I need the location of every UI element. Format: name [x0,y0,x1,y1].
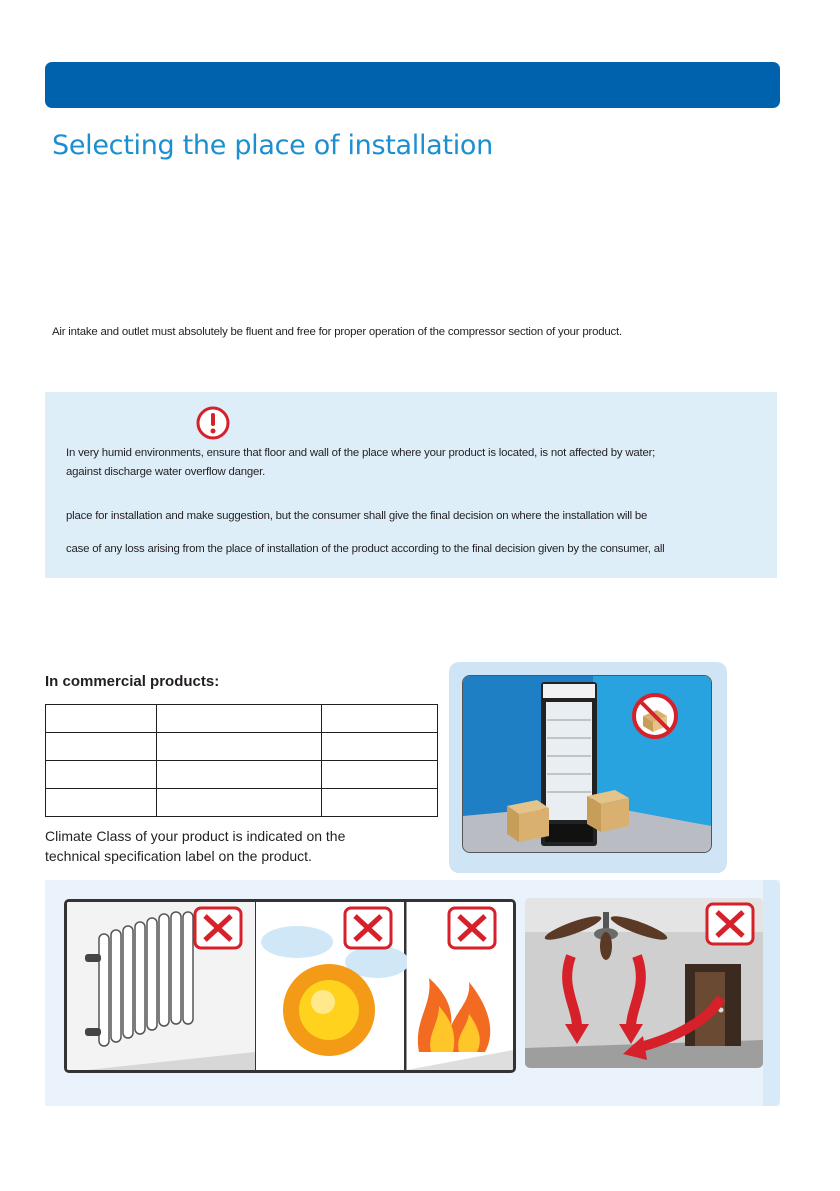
fridge-illustration [462,675,712,853]
table-cell [157,789,322,817]
table-cell [322,705,438,733]
table-row [46,733,438,761]
table-cell [157,705,322,733]
warning-line-1: In very humid environments, ensure that floor and wall of the place where your product is located, is not affected by water; [66,447,656,459]
x-mark-icon [449,908,495,948]
x-mark-icon [345,908,391,948]
table-row [46,761,438,789]
table-row [46,705,438,733]
table-row [46,789,438,817]
commercial-products-heading: In commercial products: [45,673,220,690]
hazard-strip [64,899,516,1073]
warning-line-2: against discharge water overflow danger. [66,466,266,478]
header-bar [45,62,780,108]
table-cell [157,761,322,789]
panel-edge [763,880,780,1106]
climate-class-note: Climate Class of your product is indicated on the technical specification label on the product. [45,828,346,864]
x-mark-icon [707,904,753,944]
table-cell [46,789,157,817]
table-cell [46,761,157,789]
no-boxes-icon [634,695,676,737]
table-cell [322,733,438,761]
table-cell [322,761,438,789]
table-cell [46,705,157,733]
table-cell [46,733,157,761]
climate-class-table [45,704,438,817]
table-cell [157,733,322,761]
ceiling-fan-illustration [525,898,763,1068]
x-mark-icon [195,908,241,948]
air-intake-paragraph: Air intake and outlet must absolutely be fluent and free for proper operation of the compressor section of your product. [52,326,622,338]
section-title: Selecting the place of installation [52,130,493,161]
warning-line-4: case of any loss arising from the place of installation of the product according to the final decision given by the consumer, all [66,543,665,555]
warning-line-3: place for installation and make suggestion, but the consumer shall give the final decision on where the installation will be [66,510,648,522]
table-cell [322,789,438,817]
exclamation-circle-icon [195,405,231,441]
